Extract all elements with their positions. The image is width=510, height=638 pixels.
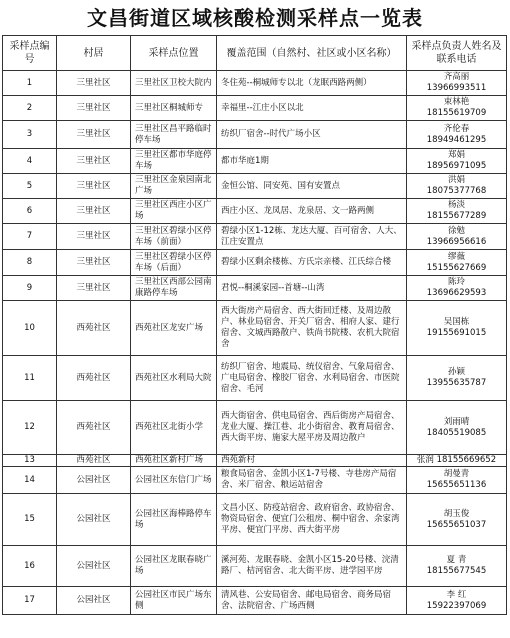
- document-title: 文昌街道区域核酸检测采样点一览表: [87, 6, 423, 30]
- cell-location: 西苑社区水利局大院: [131, 356, 217, 401]
- contact-phone: 18405519085: [426, 427, 487, 438]
- contact-name: 束林艳: [443, 97, 470, 107]
- contact-phone: 13955635787: [426, 378, 487, 388]
- table-row: [3, 356, 507, 401]
- table-row: [3, 224, 507, 250]
- cell-contact: [407, 455, 507, 467]
- cell-village: 三里社区: [57, 224, 131, 250]
- cell-no: 10: [3, 301, 57, 356]
- cell-no: 4: [3, 149, 57, 174]
- cell-village: 三里社区: [57, 276, 131, 301]
- contact-name: 齐高丽: [443, 72, 470, 82]
- contact-name: 徐勉: [447, 225, 465, 236]
- contact-phone: 15655651037: [426, 519, 487, 530]
- cell-contact: [407, 301, 507, 356]
- cell-contact: [407, 174, 507, 199]
- contact-name: 郑娟: [447, 150, 465, 160]
- cell-village: 公园社区: [57, 587, 131, 615]
- contact-name: 洪娟: [447, 175, 465, 185]
- cell-location: 三里社区碧绿小区停车场（前面）: [131, 224, 217, 250]
- cell-no: 13: [3, 455, 57, 467]
- cell-contact: [407, 96, 507, 121]
- cell-coverage: 纺织厂宿舍、地震局、统仪宿舍、气象局宿舍、广电局宿舍、橡胶厂宿舍、水利局宿舍、市医院宿舍、毛河: [217, 356, 407, 401]
- cell-no: 9: [3, 276, 57, 301]
- header-location: 采样点位置: [131, 36, 217, 71]
- table-header-row: [3, 36, 507, 71]
- cell-village: 三里社区: [57, 250, 131, 276]
- cell-village: 三里社区: [57, 174, 131, 199]
- cell-contact: [407, 199, 507, 224]
- cell-location: 西苑社区北街小学: [131, 401, 217, 455]
- cell-no: 8: [3, 250, 57, 276]
- contact-phone: 13966993511: [426, 83, 487, 93]
- table-row: [3, 401, 507, 455]
- cell-coverage: 文昌小区、防疫站宿舍、政府宿舍、政协宿舍、物资局宿舍、便宜门公租房、桐中宿舍、余家湾平房、便宜门平房、西大街平房: [217, 494, 407, 546]
- cell-village: 西苑社区: [57, 356, 131, 401]
- cell-contact: [407, 71, 507, 96]
- contact-name: 李 红: [446, 589, 467, 600]
- contact-phone: 18949461295: [426, 134, 487, 145]
- cell-coverage: 西大街宿舍、供电局宿舍、西后街房产局宿舍、龙业大厦、操江巷、北小街宿舍、教育局宿舍、西大街平房、施家大屋平房及周边散户: [217, 401, 407, 455]
- cell-contact: [407, 546, 507, 587]
- contact-phone: 15155627669: [426, 262, 487, 273]
- contact-phone: 15922397069: [426, 600, 487, 611]
- header-coverage: 覆盖范围（自然村、社区或小区名称）: [217, 36, 407, 71]
- cell-location: 三里社区桐城师专: [131, 96, 217, 121]
- contact-name: 孙颖: [447, 367, 465, 377]
- cell-coverage: 冬住苑--桐城师专以北（龙眠西路两侧）: [217, 71, 407, 96]
- contact-name: 缪薇: [447, 251, 465, 262]
- cell-no: 5: [3, 174, 57, 199]
- contact-phone: 18075377768: [426, 186, 487, 196]
- table-row: [3, 149, 507, 174]
- cell-no: 14: [3, 467, 57, 494]
- table-row: [3, 494, 507, 546]
- cell-location: 公园社区海棒路停车场: [131, 494, 217, 546]
- cell-village: 西苑社区: [57, 401, 131, 455]
- contact-name: 齐伦春: [443, 123, 470, 134]
- cell-location: 三里社区金泉园南北广场: [131, 174, 217, 199]
- cell-coverage: 粮食局宿舍、金凯小区1-7号楼、寺巷房产局宿舍、米厂宿舍、粮运站宿舍: [217, 467, 407, 494]
- cell-village: 西苑社区: [57, 455, 131, 467]
- cell-village: 三里社区: [57, 121, 131, 149]
- cell-no: 11: [3, 356, 57, 401]
- cell-contact: [407, 224, 507, 250]
- contact-name: 杨淡: [447, 200, 465, 210]
- cell-coverage: 幸福里--江庄小区以北: [217, 96, 407, 121]
- cell-location: 三里社区西庄小区广场: [131, 199, 217, 224]
- cell-location: 公园社区市民广场东侧: [131, 587, 217, 615]
- table-row: [3, 467, 507, 494]
- contact-phone: 18956971095: [426, 161, 487, 171]
- contact-phone: 15655651136: [426, 480, 487, 490]
- cell-contact: [407, 121, 507, 149]
- contact-name: 胡曼青: [443, 469, 470, 479]
- table-row: [3, 71, 507, 96]
- cell-village: 三里社区: [57, 149, 131, 174]
- cell-village: 三里社区: [57, 96, 131, 121]
- cell-location: 西苑社区龙安广场: [131, 301, 217, 356]
- cell-no: 3: [3, 121, 57, 149]
- cell-location: 三里社区卫校大院内: [131, 71, 217, 96]
- table-row: [3, 121, 507, 149]
- cell-contact: [407, 149, 507, 174]
- table-row: [3, 587, 507, 615]
- contact-phone: 18155677545: [426, 566, 487, 576]
- cell-no: 7: [3, 224, 57, 250]
- table-row: [3, 301, 507, 356]
- table-row: [3, 276, 507, 301]
- cell-coverage: 西庄小区、龙凤居、龙泉居、文一路两侧: [217, 199, 407, 224]
- contact-phone: 18155619709: [426, 108, 487, 118]
- cell-village: 公园社区: [57, 494, 131, 546]
- table-row: [3, 96, 507, 121]
- cell-no: 2: [3, 96, 57, 121]
- sampling-points-table: [2, 35, 507, 615]
- cell-no: 6: [3, 199, 57, 224]
- cell-location: 三里社区都市华庭停车场: [131, 149, 217, 174]
- table-row: [3, 546, 507, 587]
- table-row: [3, 174, 507, 199]
- contact-name: 刘雨晴: [443, 416, 470, 427]
- cell-coverage: 金恒公馆、同安苑、国有安置点: [217, 174, 407, 199]
- cell-village: 公园社区: [57, 467, 131, 494]
- cell-contact: [407, 250, 507, 276]
- table-row: [3, 199, 507, 224]
- cell-coverage: 纺织厂宿舍--时代广场小区: [217, 121, 407, 149]
- header-village: 村居: [57, 36, 131, 71]
- cell-contact: [407, 467, 507, 494]
- cell-no: 15: [3, 494, 57, 546]
- cell-coverage: 清风巷、公安局宿舍、邮电局宿舍、商务局宿舍、法院宿舍、广场西侧: [217, 587, 407, 615]
- contact-phone: 13966956616: [426, 236, 487, 247]
- cell-no: 1: [3, 71, 57, 96]
- cell-village: 三里社区: [57, 71, 131, 96]
- cell-coverage: 溪河苑、龙眠春晓、金凯小区15-20号楼、浣清路厂、桔河宿舍、北大街平房、进学园平房: [217, 546, 407, 587]
- contact-phone: 19155691015: [426, 328, 487, 338]
- contact-name: 胡玉俊: [443, 508, 470, 519]
- cell-village: 三里社区: [57, 199, 131, 224]
- cell-coverage: 碧绿小区1-12栋、龙达大厦、百可宿舍、人大、江庄安置点: [217, 224, 407, 250]
- document-page: [2, 2, 508, 615]
- cell-location: 三里社区碧绿小区停车场（后面）: [131, 250, 217, 276]
- contact-phone: 18155677289: [426, 211, 487, 221]
- header-sampling-no: 采样点编号: [3, 36, 57, 71]
- table-row: [3, 250, 507, 276]
- cell-location: 三里社区西部公园南康路停车场: [131, 276, 217, 301]
- contact-name: 陈玲: [447, 277, 465, 287]
- cell-contact: [407, 276, 507, 301]
- contact-name: 吴国栋: [443, 317, 470, 327]
- contact-phone: 18155669652: [436, 455, 497, 465]
- cell-village: 公园社区: [57, 546, 131, 587]
- cell-coverage: 君悦--桐溪家园--首塘--山湾: [217, 276, 407, 301]
- cell-location: 西苑社区新村广场: [131, 455, 217, 467]
- cell-coverage: 都市华庭1期: [217, 149, 407, 174]
- cell-coverage: 碧绿小区剩余楼栋、方氏宗亲楼、江氏综合楼: [217, 250, 407, 276]
- contact-name: 夏 青: [446, 555, 467, 565]
- cell-contact: [407, 401, 507, 455]
- cell-village: 西苑社区: [57, 301, 131, 356]
- cell-location: 公园社区东信门广场: [131, 467, 217, 494]
- cell-coverage: 西大街房产局宿舍、西大街回迁楼、及周边散户、林业局宿舍、开关厂宿舍、相府人家、建行宿舍、文城西路散户、铁尚书院楼、农机大院宿舍: [217, 301, 407, 356]
- cell-location: 公园社区龙眠春晓广场: [131, 546, 217, 587]
- header-contact: 采样点负责人姓名及联系电话: [407, 36, 507, 71]
- cell-contact: [407, 587, 507, 615]
- cell-no: 17: [3, 587, 57, 615]
- cell-no: 16: [3, 546, 57, 587]
- contact-name: 张润: [416, 455, 434, 465]
- contact-phone: 13696629593: [426, 288, 487, 298]
- cell-location: 三里社区昌平路临时停车场: [131, 121, 217, 149]
- cell-no: 12: [3, 401, 57, 455]
- cell-contact: [407, 494, 507, 546]
- cell-contact: [407, 356, 507, 401]
- cell-coverage: 西苑新村: [217, 455, 407, 467]
- table-row: [3, 455, 507, 467]
